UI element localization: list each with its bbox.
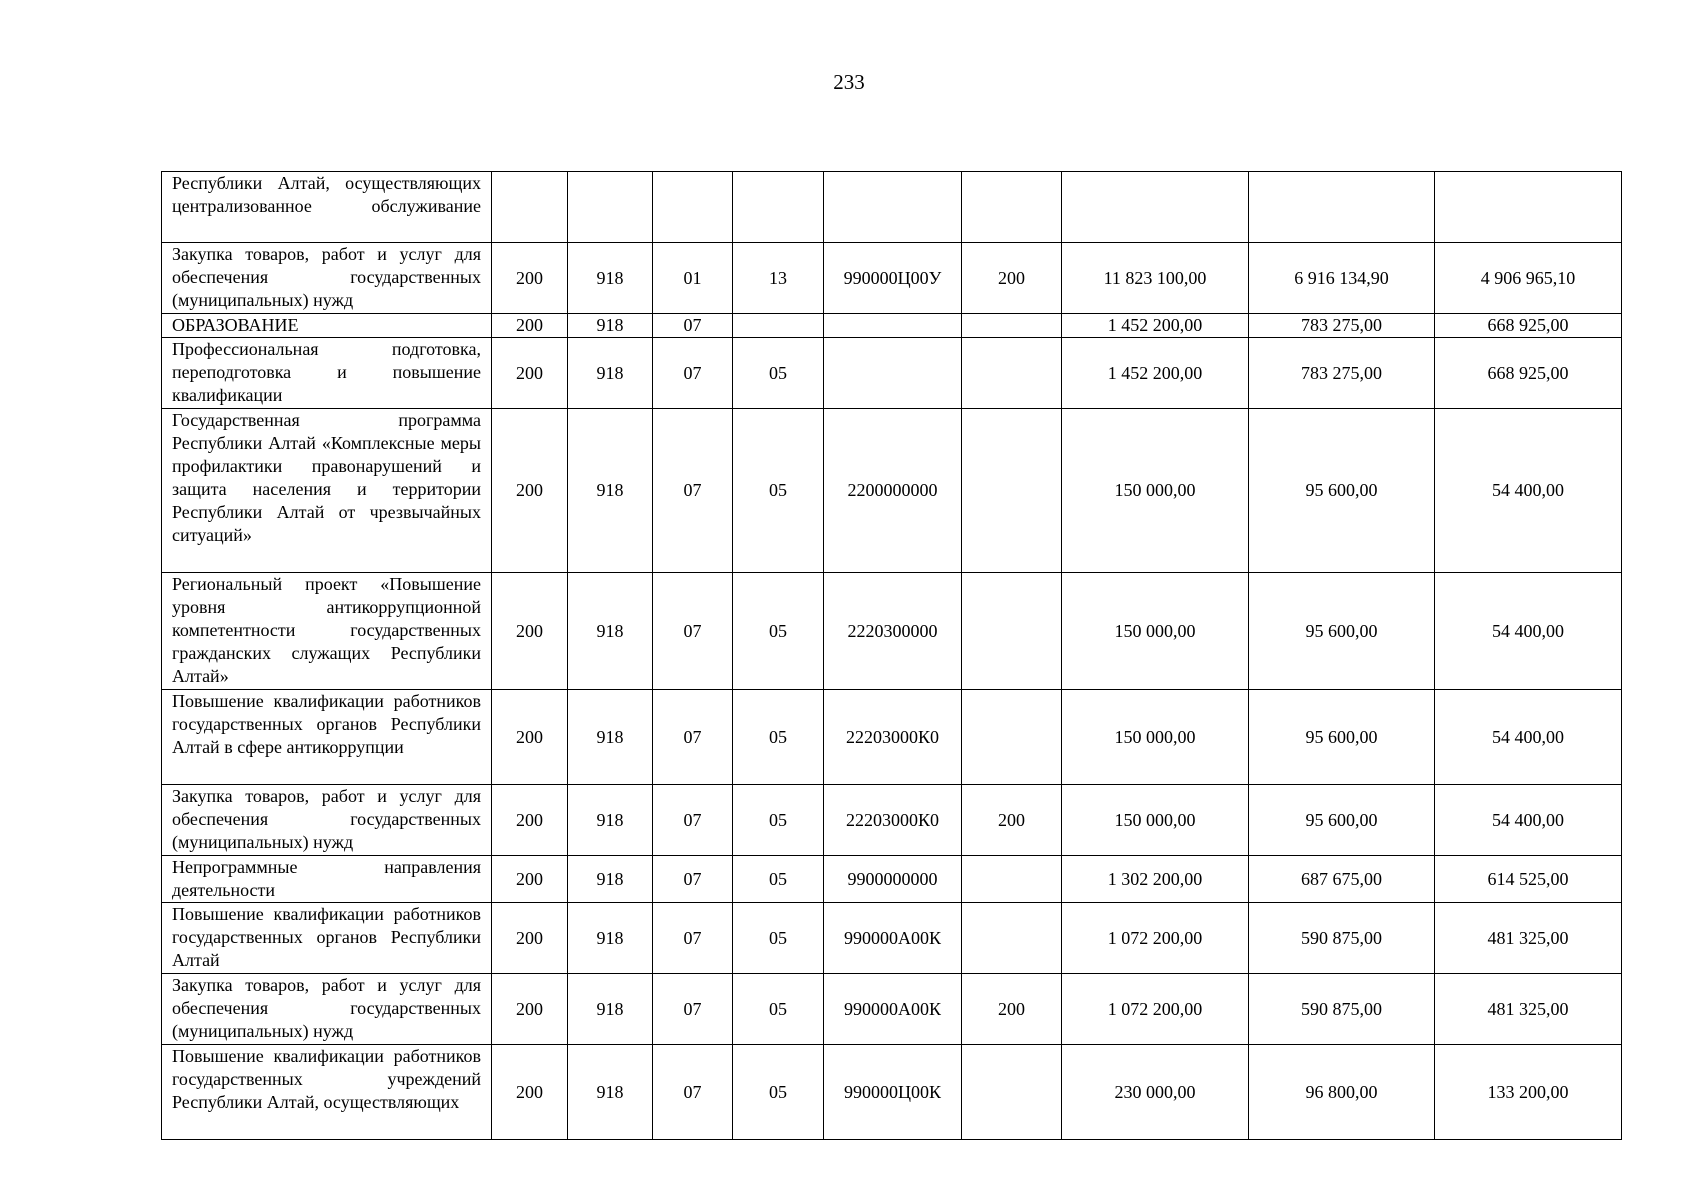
- cell-v3: 54 400,00: [1435, 785, 1622, 856]
- cell-v2: 96 800,00: [1249, 1045, 1435, 1140]
- row-name: Закупка товаров, работ и услуг для обеспечения государственных (муниципальных) нужд: [162, 243, 492, 314]
- cell-c2: 918: [568, 903, 653, 974]
- cell-c6: [962, 573, 1062, 690]
- cell-v3: 481 325,00: [1435, 974, 1622, 1045]
- cell-c5: [824, 314, 962, 338]
- cell-v1: 1 452 200,00: [1062, 338, 1249, 409]
- cell-c2: 918: [568, 1045, 653, 1140]
- cell-v1: 1 072 200,00: [1062, 974, 1249, 1045]
- table-row: [162, 690, 1622, 785]
- table-row: [162, 573, 1622, 690]
- cell-v1: 1 452 200,00: [1062, 314, 1249, 338]
- cell-c3: [653, 172, 733, 243]
- cell-c3: 07: [653, 338, 733, 409]
- cell-c3: 07: [653, 856, 733, 903]
- cell-v3: 54 400,00: [1435, 573, 1622, 690]
- cell-v1: [1062, 172, 1249, 243]
- cell-v1: 11 823 100,00: [1062, 243, 1249, 314]
- cell-v2: 687 675,00: [1249, 856, 1435, 903]
- cell-c2: 918: [568, 856, 653, 903]
- table-row: [162, 974, 1622, 1045]
- cell-c5: 990000А00К: [824, 903, 962, 974]
- cell-c1: 200: [492, 974, 568, 1045]
- cell-c1: 200: [492, 409, 568, 573]
- cell-c6: [962, 314, 1062, 338]
- cell-c1: 200: [492, 338, 568, 409]
- row-name: Непрограммные направления деятельности: [162, 856, 492, 903]
- row-name: Закупка товаров, работ и услуг для обеспечения государственных (муниципальных) нужд: [162, 974, 492, 1045]
- cell-c4: 05: [733, 573, 824, 690]
- cell-c6: [962, 903, 1062, 974]
- cell-c4: 05: [733, 974, 824, 1045]
- row-name: Государственная программа Республики Алтай «Комплексные меры профилактики правонарушений и защита населения и территории Республики Алтай от чрезвычайных ситуаций»: [162, 409, 492, 573]
- cell-c5: 22203000К0: [824, 785, 962, 856]
- row-name: Региональный проект «Повышение уровня антикоррупционной компетентности государственных гражданских служащих Республики Алтай»: [162, 573, 492, 690]
- cell-v3: 54 400,00: [1435, 690, 1622, 785]
- cell-v1: 150 000,00: [1062, 409, 1249, 573]
- cell-v3: 4 906 965,10: [1435, 243, 1622, 314]
- cell-v3: 668 925,00: [1435, 338, 1622, 409]
- cell-c6: 200: [962, 243, 1062, 314]
- cell-v1: 150 000,00: [1062, 785, 1249, 856]
- cell-v2: 590 875,00: [1249, 903, 1435, 974]
- cell-c1: 200: [492, 1045, 568, 1140]
- cell-c4: 05: [733, 1045, 824, 1140]
- cell-c5: 2200000000: [824, 409, 962, 573]
- row-name: Республики Алтай, осуществляющих централизованное обслуживание: [162, 172, 492, 243]
- cell-c3: 07: [653, 785, 733, 856]
- cell-v1: 150 000,00: [1062, 690, 1249, 785]
- row-name: Повышение квалификации работников государственных органов Республики Алтай в сфере антикоррупции: [162, 690, 492, 785]
- cell-c3: 07: [653, 1045, 733, 1140]
- cell-c5: 990000Ц00У: [824, 243, 962, 314]
- cell-c3: 07: [653, 690, 733, 785]
- cell-c5: 9900000000: [824, 856, 962, 903]
- cell-c6: [962, 1045, 1062, 1140]
- cell-c2: 918: [568, 314, 653, 338]
- table-row: [162, 243, 1622, 314]
- cell-c3: 07: [653, 903, 733, 974]
- cell-c5: 990000Ц00К: [824, 1045, 962, 1140]
- table-row: [162, 409, 1622, 573]
- cell-v2: [1249, 172, 1435, 243]
- cell-c6: 200: [962, 785, 1062, 856]
- cell-c4: 05: [733, 690, 824, 785]
- cell-v2: 95 600,00: [1249, 690, 1435, 785]
- cell-c2: 918: [568, 573, 653, 690]
- cell-c1: 200: [492, 856, 568, 903]
- cell-v3: [1435, 172, 1622, 243]
- table-row: [162, 172, 1622, 243]
- cell-c5: 2220300000: [824, 573, 962, 690]
- cell-v2: 783 275,00: [1249, 314, 1435, 338]
- cell-v1: 150 000,00: [1062, 573, 1249, 690]
- cell-c6: [962, 172, 1062, 243]
- cell-c5: 22203000К0: [824, 690, 962, 785]
- table-row: [162, 1045, 1622, 1140]
- cell-v2: 95 600,00: [1249, 409, 1435, 573]
- cell-v2: 95 600,00: [1249, 785, 1435, 856]
- row-name: Повышение квалификации работников государственных учреждений Республики Алтай, осуществляющих: [162, 1045, 492, 1140]
- cell-c6: 200: [962, 974, 1062, 1045]
- cell-c2: 918: [568, 690, 653, 785]
- cell-c2: 918: [568, 243, 653, 314]
- cell-c5: [824, 172, 962, 243]
- cell-c4: 13: [733, 243, 824, 314]
- cell-c6: [962, 338, 1062, 409]
- cell-c4: 05: [733, 338, 824, 409]
- cell-v2: 783 275,00: [1249, 338, 1435, 409]
- cell-c5: 990000А00К: [824, 974, 962, 1045]
- cell-v3: 481 325,00: [1435, 903, 1622, 974]
- table-row: [162, 856, 1622, 903]
- cell-c4: [733, 314, 824, 338]
- table-row: [162, 785, 1622, 856]
- cell-c2: 918: [568, 338, 653, 409]
- cell-c1: 200: [492, 573, 568, 690]
- cell-c4: 05: [733, 409, 824, 573]
- budget-table: [161, 171, 1622, 1140]
- cell-v1: 230 000,00: [1062, 1045, 1249, 1140]
- cell-c3: 07: [653, 409, 733, 573]
- row-name: Закупка товаров, работ и услуг для обеспечения государственных (муниципальных) нужд: [162, 785, 492, 856]
- page-number: 233: [833, 70, 865, 94]
- row-name: Профессиональная подготовка, переподготовка и повышение квалификации: [162, 338, 492, 409]
- cell-c1: 200: [492, 903, 568, 974]
- cell-c6: [962, 856, 1062, 903]
- cell-c2: 918: [568, 785, 653, 856]
- cell-v3: 54 400,00: [1435, 409, 1622, 573]
- cell-v2: 590 875,00: [1249, 974, 1435, 1045]
- cell-c3: 07: [653, 314, 733, 338]
- cell-c5: [824, 338, 962, 409]
- cell-v3: 133 200,00: [1435, 1045, 1622, 1140]
- row-name: Повышение квалификации работников государственных органов Республики Алтай: [162, 903, 492, 974]
- table-row: [162, 314, 1622, 338]
- cell-v1: 1 072 200,00: [1062, 903, 1249, 974]
- cell-c2: 918: [568, 974, 653, 1045]
- cell-c3: 01: [653, 243, 733, 314]
- cell-c2: 918: [568, 409, 653, 573]
- cell-c3: 07: [653, 573, 733, 690]
- cell-c4: [733, 172, 824, 243]
- cell-c1: 200: [492, 690, 568, 785]
- cell-v2: 6 916 134,90: [1249, 243, 1435, 314]
- cell-v3: 614 525,00: [1435, 856, 1622, 903]
- cell-c3: 07: [653, 974, 733, 1045]
- cell-c1: 200: [492, 243, 568, 314]
- cell-c1: 200: [492, 314, 568, 338]
- cell-c1: [492, 172, 568, 243]
- cell-v2: 95 600,00: [1249, 573, 1435, 690]
- table-row: [162, 903, 1622, 974]
- cell-c1: 200: [492, 785, 568, 856]
- cell-v1: 1 302 200,00: [1062, 856, 1249, 903]
- cell-c4: 05: [733, 785, 824, 856]
- cell-c4: 05: [733, 856, 824, 903]
- cell-v3: 668 925,00: [1435, 314, 1622, 338]
- row-name: ОБРАЗОВАНИЕ: [162, 314, 492, 338]
- cell-c6: [962, 690, 1062, 785]
- cell-c6: [962, 409, 1062, 573]
- table-row: [162, 338, 1622, 409]
- cell-c4: 05: [733, 903, 824, 974]
- cell-c2: [568, 172, 653, 243]
